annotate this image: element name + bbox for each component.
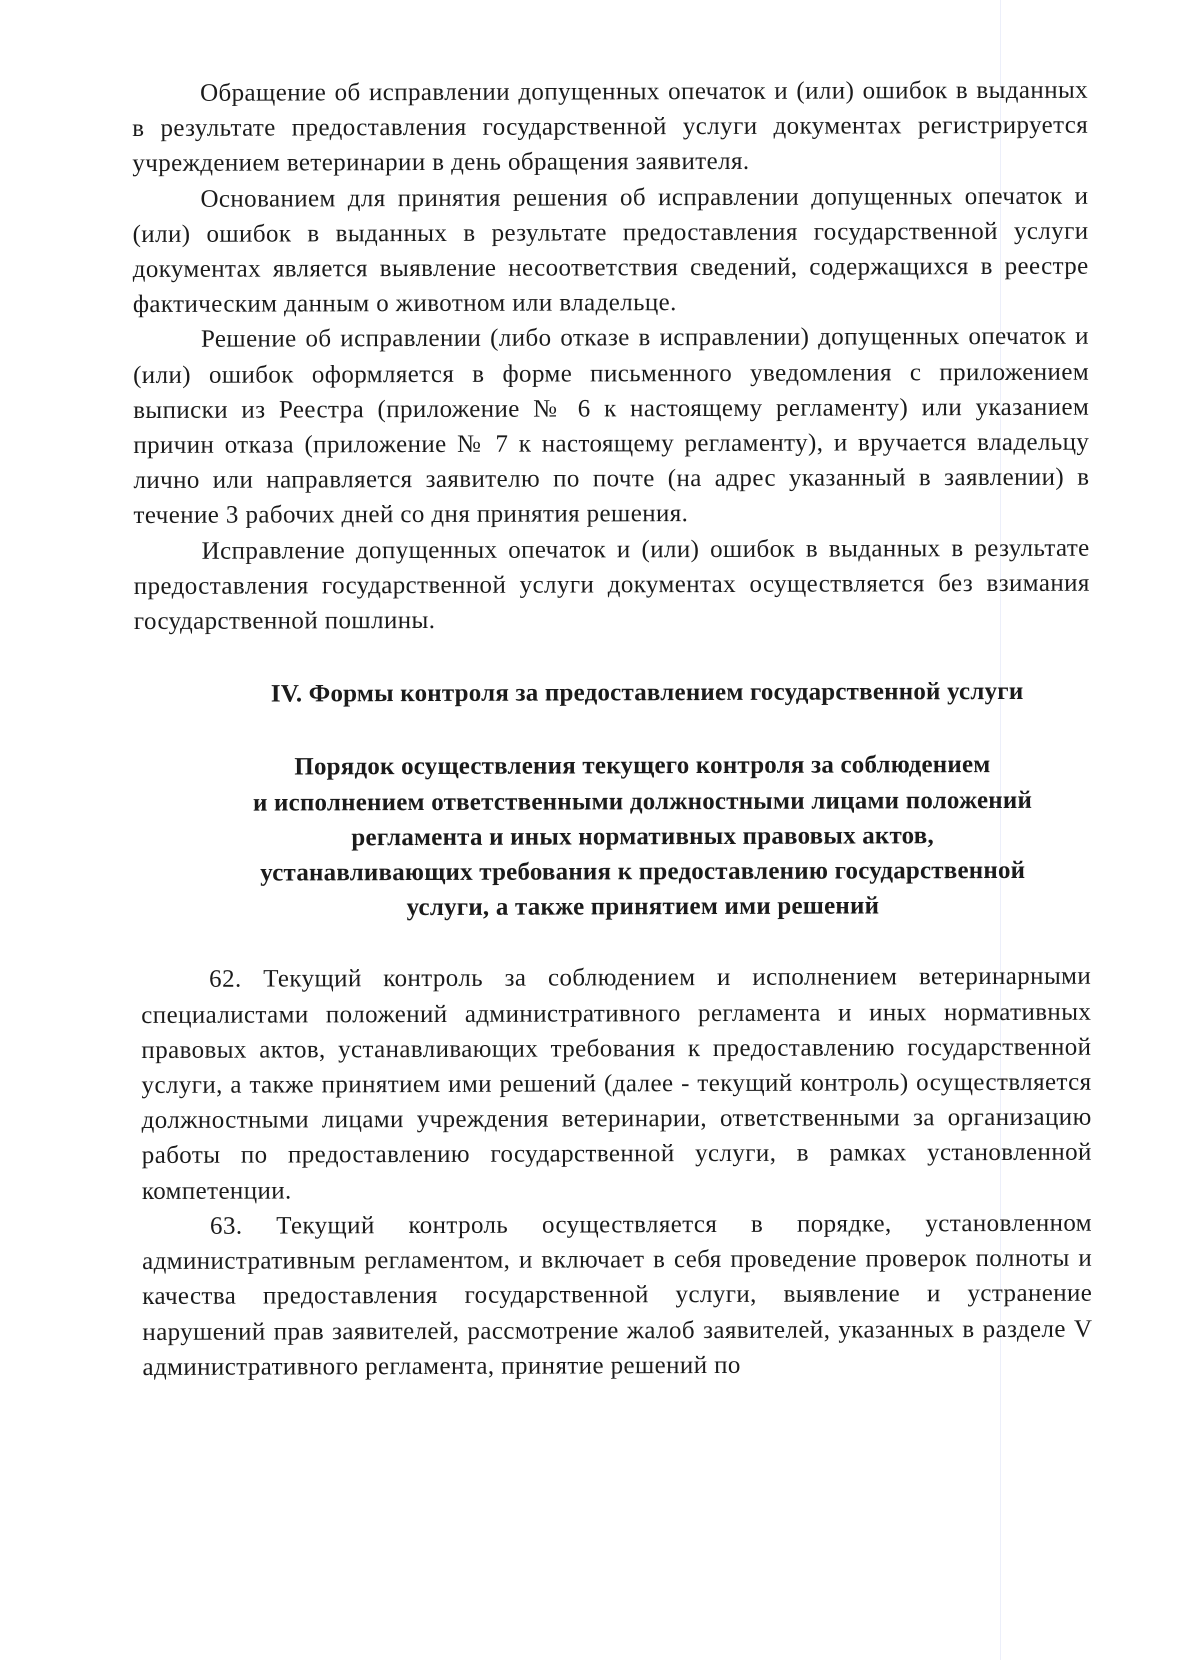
subsection-heading-line: услуги, а также принятием ими решений <box>406 892 880 922</box>
subsection-heading-line: Порядок осуществления текущего контроля за соблюдением <box>294 751 991 781</box>
subsection-heading-line: устанавливающих требования к предоставлению государственной <box>260 856 1026 887</box>
paragraph-62: 62. Текущий контроль за соблюдением и исполнением ветеринарными специалистами положений административного регламента и иных нормативных правовых актов, устанавливающих требования к предоставлению государственной услуги, а также принятием ими решений (далее - текущий контроль) осуществляется должностными лицами учреждения ветеринарии, ответственными за организацию работы по предоставлению государственной услуги, в рамках установленной компетенции. <box>141 963 1092 1205</box>
document-body <box>132 73 1093 1385</box>
paragraph-correction-fee: Исправление допущенных опечаток и (или) ошибок в выданных в результате предоставления государственной услуги документах осуществляется без взимания государственной пошлины. <box>133 534 1090 636</box>
paragraph-correction-decision: Решение об исправлении (либо отказе в исправлении) допущенных опечаток и (или) ошибок оформляется в форме письменного уведомления с приложением выписки из Реестра (приложение № 6 к настоящему регламенту) или указанием причин отказа (приложение № 7 к настоящему регламенту), и вручается владельцу лично или направляется заявителю по почте (на адрес указанный в заявлении) в течение 3 рабочих дней со дня принятия решения. <box>132 323 1090 530</box>
paragraph-63: 63. Текущий контроль осуществляется в порядке, установленном административным регламентом, и включает в себя проведение проверок полноты и качества предоставления государственной услуги, выявление и устранение нарушений прав заявителей, рассмотрение жалоб заявителей, указанных в разделе V административного регламента, принятие решений по <box>142 1209 1093 1381</box>
section-heading: IV. Формы контроля за предоставлением государственной услуги <box>270 678 1024 708</box>
subsection-heading <box>134 747 1091 926</box>
subsection-heading-line: регламента и иных нормативных правовых актов, <box>351 822 934 852</box>
subsection-heading-line: и исполнением ответственными должностными лицами положений <box>252 786 1033 817</box>
paragraph-correction-grounds: Основанием для принятия решения об исправлении допущенных опечаток и (или) ошибок в выданных в результате предоставления государственной услуги документах является выявление несоответствия сведений, содержащихся в реестре фактическим данным о животном или владельце. <box>132 182 1089 319</box>
paragraph-correction-request: Обращение об исправлении допущенных опечаток и (или) ошибок в выданных в результате предоставления государственной услуги документах регистрируется учреждением ветеринарии в день обращения заявителя. <box>132 76 1089 178</box>
